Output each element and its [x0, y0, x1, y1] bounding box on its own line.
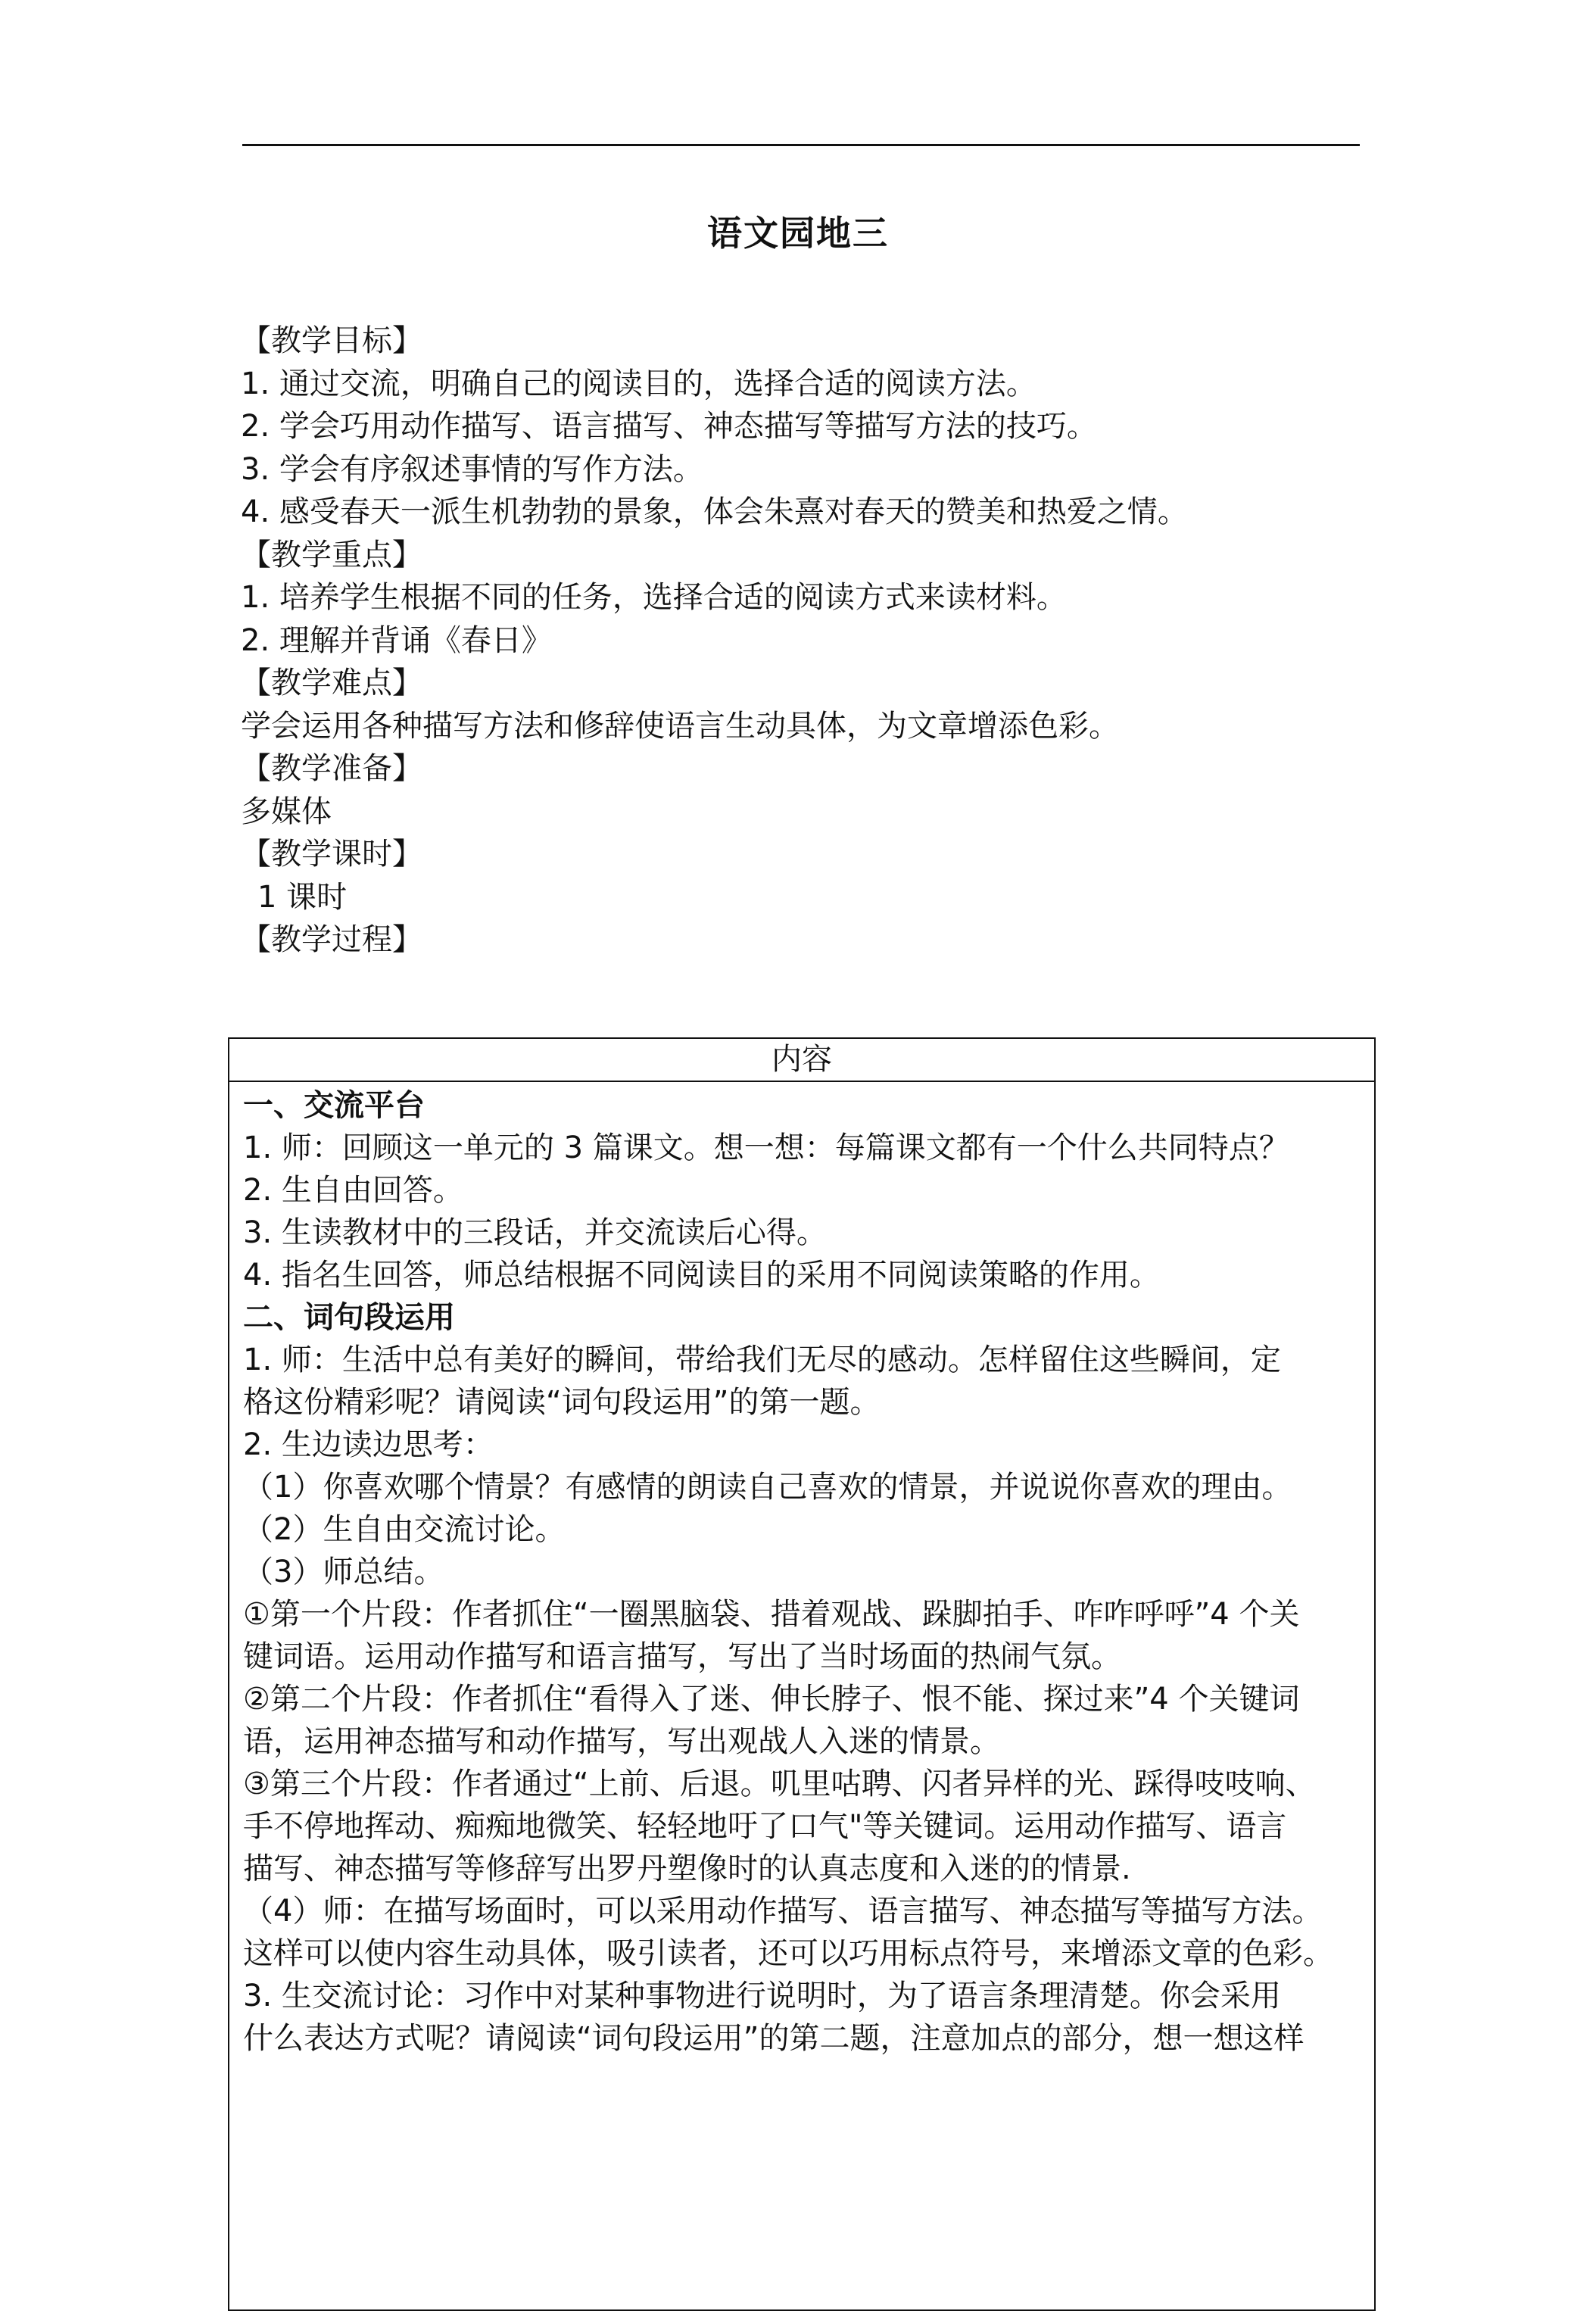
table-line: （2）生自由交流讨论。 — [243, 1512, 566, 1547]
table-line: ③第三个片段：作者通过“上前、后退。叽里咕聘、闪者异样的光、踩得吱吱响、 — [243, 1767, 1316, 1801]
content-table — [228, 1037, 1376, 2311]
table-line: 3. 生交流讨论：习作中对某种事物进行说明时，为了语言条理清楚。你会采用 — [243, 1979, 1281, 2013]
difficulty-item: 学会运用各种描写方法和修辞使语言生动具体，为文章增添色彩。 — [241, 708, 1119, 744]
objective-item: 2. 学会巧用动作描写、语言描写、神态描写等描写方法的技巧。 — [241, 409, 1097, 444]
table-line: ②第二个片段：作者抓住“看得入了迷、伸长脖子、恨不能、探过来”4 个关键词 — [243, 1682, 1300, 1717]
table-line: ①第一个片段：作者抓住“一圈黑脑袋、措着观战、跺脚拍手、咋咋呼呼”4 个关 — [243, 1597, 1300, 1632]
table-line: 格这份精彩呢？请阅读“词句段运用”的第一题。 — [243, 1385, 881, 1420]
key-point-item: 1. 培养学生根据不同的任务，选择合适的阅读方式来读材料。 — [241, 580, 1067, 615]
objective-item: 3. 学会有序叙述事情的写作方法。 — [241, 451, 703, 487]
table-heading: 一、交流平台 — [243, 1088, 425, 1123]
section-label-class-hours: 【教学课时】 — [241, 837, 422, 872]
table-line: 4. 指名生回答，师总结根据不同阅读目的采用不同阅读策略的作用。 — [243, 1258, 1160, 1293]
objective-item: 4. 感受春天一派生机勃勃的景象，体会朱熹对春天的赞美和热爱之情。 — [241, 494, 1188, 529]
table-line: 语，运用神态描写和动作描写，写出观战人入迷的情景。 — [243, 1724, 1000, 1759]
table-body — [229, 1082, 1374, 2060]
table-line: 1. 师：生活中总有美好的瞬间，带给我们无尽的感动。怎样留住这些瞬间，定 — [243, 1343, 1281, 1377]
table-header: 内容 — [229, 1039, 1374, 1082]
table-line: 这样可以使内容生动具体，吸引读者，还可以巧用标点符号，来增添文章的色彩。 — [243, 1936, 1333, 1971]
objective-item: 1. 通过交流，明确自己的阅读目的，选择合适的阅读方法。 — [241, 366, 1036, 401]
section-label-key-points: 【教学重点】 — [241, 537, 422, 572]
page-title: 语文园地三 — [707, 213, 889, 254]
section-label-objectives: 【教学目标】 — [241, 323, 422, 358]
table-line: 2. 生自由回答。 — [243, 1173, 463, 1208]
table-line: （3）师总结。 — [243, 1555, 444, 1589]
section-label-process: 【教学过程】 — [241, 922, 422, 957]
table-line: 手不停地挥动、痴痴地微笑、轻轻地吁了口气"等关键词。运用动作描写、语言 — [243, 1809, 1287, 1844]
section-label-preparation: 【教学准备】 — [241, 751, 422, 786]
table-line: 3. 生读教材中的三段话，并交流读后心得。 — [243, 1215, 827, 1250]
section-label-difficulties: 【教学难点】 — [241, 666, 422, 700]
lesson-plan-intro — [241, 320, 1361, 962]
class-hours-item: 1 课时 — [257, 879, 348, 915]
table-line: 什么表达方式呢？请阅读“词句段运用”的第二题，注意加点的部分，想一想这样 — [243, 2021, 1305, 2056]
key-point-item: 2. 理解并背诵《春日》 — [241, 622, 552, 658]
table-heading: 二、词句段运用 — [243, 1300, 455, 1335]
table-line: 1. 师：回顾这一单元的 3 篇课文。想一想：每篇课文都有一个什么共同特点？ — [243, 1131, 1289, 1165]
table-line: 键词语。运用动作描写和语言描写，写出了当时场面的热闹气氛。 — [243, 1639, 1121, 1674]
table-line: （4）师：在描写场面时，可以采用动作描写、语言描写、神态描写等描写方法。 — [243, 1894, 1323, 1929]
header-rule — [242, 144, 1360, 146]
preparation-item: 多媒体 — [241, 794, 332, 829]
table-line: （1）你喜欢哪个情景？有感情的朗读自己喜欢的情景，并说说你喜欢的理由。 — [243, 1470, 1292, 1505]
table-line: 2. 生边读边思考： — [243, 1427, 494, 1462]
table-line: 描写、神态描写等修辞写出罗丹塑像时的认真志度和入迷的的情景. — [243, 1851, 1131, 1886]
